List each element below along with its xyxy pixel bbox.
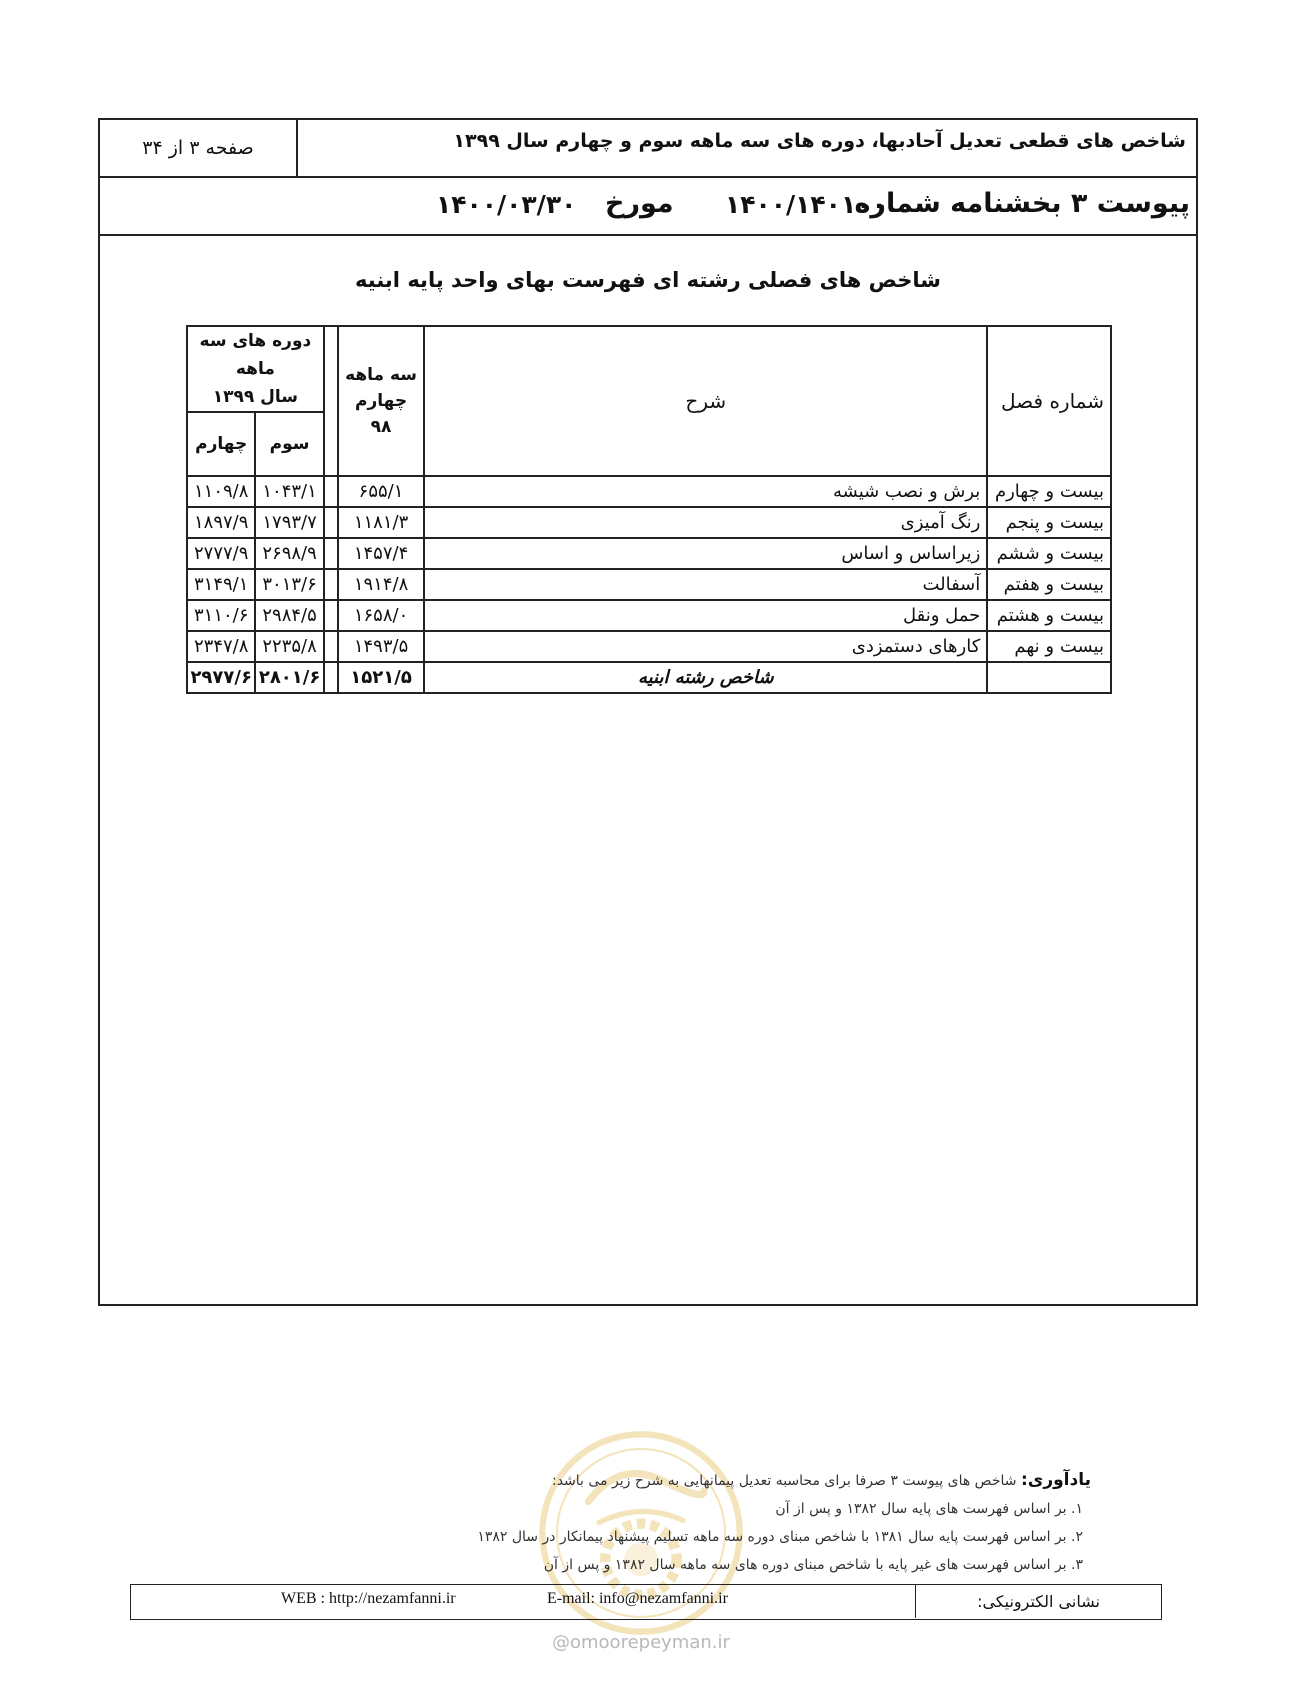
- notes-item: ۳. بر اساس فهرست های غیر پایه با شاخص مبنای دوره های سه ماهه سال ۱۳۸۲ و پس از آن: [543, 1557, 1083, 1573]
- notes-item: ۲. بر اساس فهرست پایه سال ۱۳۸۱ با شاخص مبنای دوره سه ماهه تسلیم پیشنهاد پیمانکار در سال ۱۳۸۲: [477, 1529, 1083, 1545]
- document-title: شاخص های قطعی تعدیل آحادبها، دوره های سه ماهه سوم و چهارم سال ۱۳۹۹: [453, 130, 1186, 152]
- cell-chapter-empty: [987, 662, 1111, 693]
- table-row: [187, 569, 1111, 600]
- notes-intro: شاخص های پیوست ۳ صرفا برای محاسبه تعدیل پیمانهایی به شرح زیر می باشد:: [551, 1473, 1017, 1489]
- col-header-description: شرح: [424, 326, 987, 476]
- col-header-base: [338, 326, 424, 476]
- page-number: صفحه ۳ از ۳۴: [100, 120, 298, 176]
- col-header-group: [187, 326, 324, 412]
- cell-description: زیراساس و اساس: [424, 538, 987, 569]
- col-header-group-line1: دوره های سه ماهه: [199, 331, 312, 379]
- cell-base: ۱۹۱۴/۸: [338, 569, 424, 600]
- notes-lead: یادآوری:: [1020, 1470, 1091, 1490]
- header-row-circular: [100, 178, 1196, 236]
- circular-number: ۱۴۰۰/۱۴۰۱۰۰: [725, 190, 887, 219]
- cell-base: ۱۱۸۱/۳: [338, 507, 424, 538]
- cell-description: آسفالت: [424, 569, 987, 600]
- table-row: [187, 507, 1111, 538]
- index-table: [186, 325, 1112, 694]
- cell-base: ۱۶۵۸/۰: [338, 600, 424, 631]
- cell-chapter: بیست و ششم: [987, 538, 1111, 569]
- cell-q3: ۲۹۸۴/۵: [255, 600, 323, 631]
- cell-q3: ۲۶۹۸/۹: [255, 538, 323, 569]
- table-header-row: [187, 326, 1111, 412]
- footer-email-link[interactable]: E-mail: info@nezamfanni.ir: [547, 1590, 728, 1607]
- cell-base: ۱۴۵۷/۴: [338, 538, 424, 569]
- col-header-chapter: شماره فصل: [987, 326, 1111, 476]
- cell-q3: ۱۷۹۳/۷: [255, 507, 323, 538]
- cell-description: برش و نصب شیشه: [424, 476, 987, 507]
- cell-gap: [324, 631, 338, 662]
- cell-chapter: بیست و هفتم: [987, 569, 1111, 600]
- cell-gap: [324, 507, 338, 538]
- cell-q4: ۱۸۹۷/۹: [187, 507, 255, 538]
- notes-section: [191, 1466, 1091, 1579]
- cell-base: ۱۴۹۳/۵: [338, 631, 424, 662]
- table-total-row: [187, 662, 1111, 693]
- date-label: مورخ: [605, 188, 674, 219]
- cell-gap: [324, 662, 338, 693]
- footer-web-link[interactable]: WEB : http://nezamfanni.ir: [281, 1590, 456, 1607]
- cell-description: حمل ونقل: [424, 600, 987, 631]
- cell-q4: ۲۷۷۷/۹: [187, 538, 255, 569]
- cell-q3: ۱۰۴۳/۱: [255, 476, 323, 507]
- cell-base: ۶۵۵/۱: [338, 476, 424, 507]
- cell-total-base: ۱۵۲۱/۵: [338, 662, 424, 693]
- cell-chapter: بیست و چهارم: [987, 476, 1111, 507]
- table-row: [187, 538, 1111, 569]
- col-header-q3: سوم: [255, 412, 323, 476]
- cell-q4: ۲۳۴۷/۸: [187, 631, 255, 662]
- footer-label: نشانی الکترونیکی:: [915, 1585, 1161, 1618]
- cell-total-q3: ۲۸۰۱/۶: [255, 662, 323, 693]
- header-row-title: [100, 120, 1196, 178]
- col-header-base-line1: سه ماهه: [345, 365, 418, 385]
- date-value: ۱۴۰۰/۰۳/۳۰: [436, 190, 577, 219]
- table-row: [187, 476, 1111, 507]
- cell-total-q4: ۲۹۷۷/۶: [187, 662, 255, 693]
- cell-chapter: بیست و پنجم: [987, 507, 1111, 538]
- cell-total-description: شاخص رشته ابنیه: [424, 662, 987, 693]
- cell-description: رنگ آمیزی: [424, 507, 987, 538]
- cell-chapter: بیست و نهم: [987, 631, 1111, 662]
- col-header-group-line2: سال ۱۳۹۹: [212, 387, 299, 407]
- col-header-base-line2: چهارم ۹۸: [355, 391, 408, 437]
- circular-label: پیوست ۳ بخشنامه شماره: [854, 188, 1190, 219]
- cell-chapter: بیست و هشتم: [987, 600, 1111, 631]
- col-header-q4: چهارم: [187, 412, 255, 476]
- cell-gap: [324, 600, 338, 631]
- cell-q3: ۲۲۳۵/۸: [255, 631, 323, 662]
- notes-intro-line: [191, 1466, 1091, 1495]
- table-heading: شاخص های فصلی رشته ای فهرست بهای واحد پایه ابنیه: [355, 268, 941, 292]
- table-row: [187, 600, 1111, 631]
- cell-gap: [324, 569, 338, 600]
- cell-q4: ۱۱۰۹/۸: [187, 476, 255, 507]
- cell-q4: ۳۱۴۹/۱: [187, 569, 255, 600]
- cell-q4: ۳۱۱۰/۶: [187, 600, 255, 631]
- col-header-gap: [324, 326, 338, 476]
- cell-description: کارهای دستمزدی: [424, 631, 987, 662]
- footer-contact-box: [130, 1584, 1162, 1620]
- page-frame: [98, 118, 1198, 1306]
- table-row: [187, 631, 1111, 662]
- watermark-text: @omoorepeyman.ir: [552, 1632, 730, 1653]
- notes-item: ۱. بر اساس فهرست های پایه سال ۱۳۸۲ و پس از آن: [775, 1501, 1083, 1517]
- cell-gap: [324, 476, 338, 507]
- cell-gap: [324, 538, 338, 569]
- cell-q3: ۳۰۱۳/۶: [255, 569, 323, 600]
